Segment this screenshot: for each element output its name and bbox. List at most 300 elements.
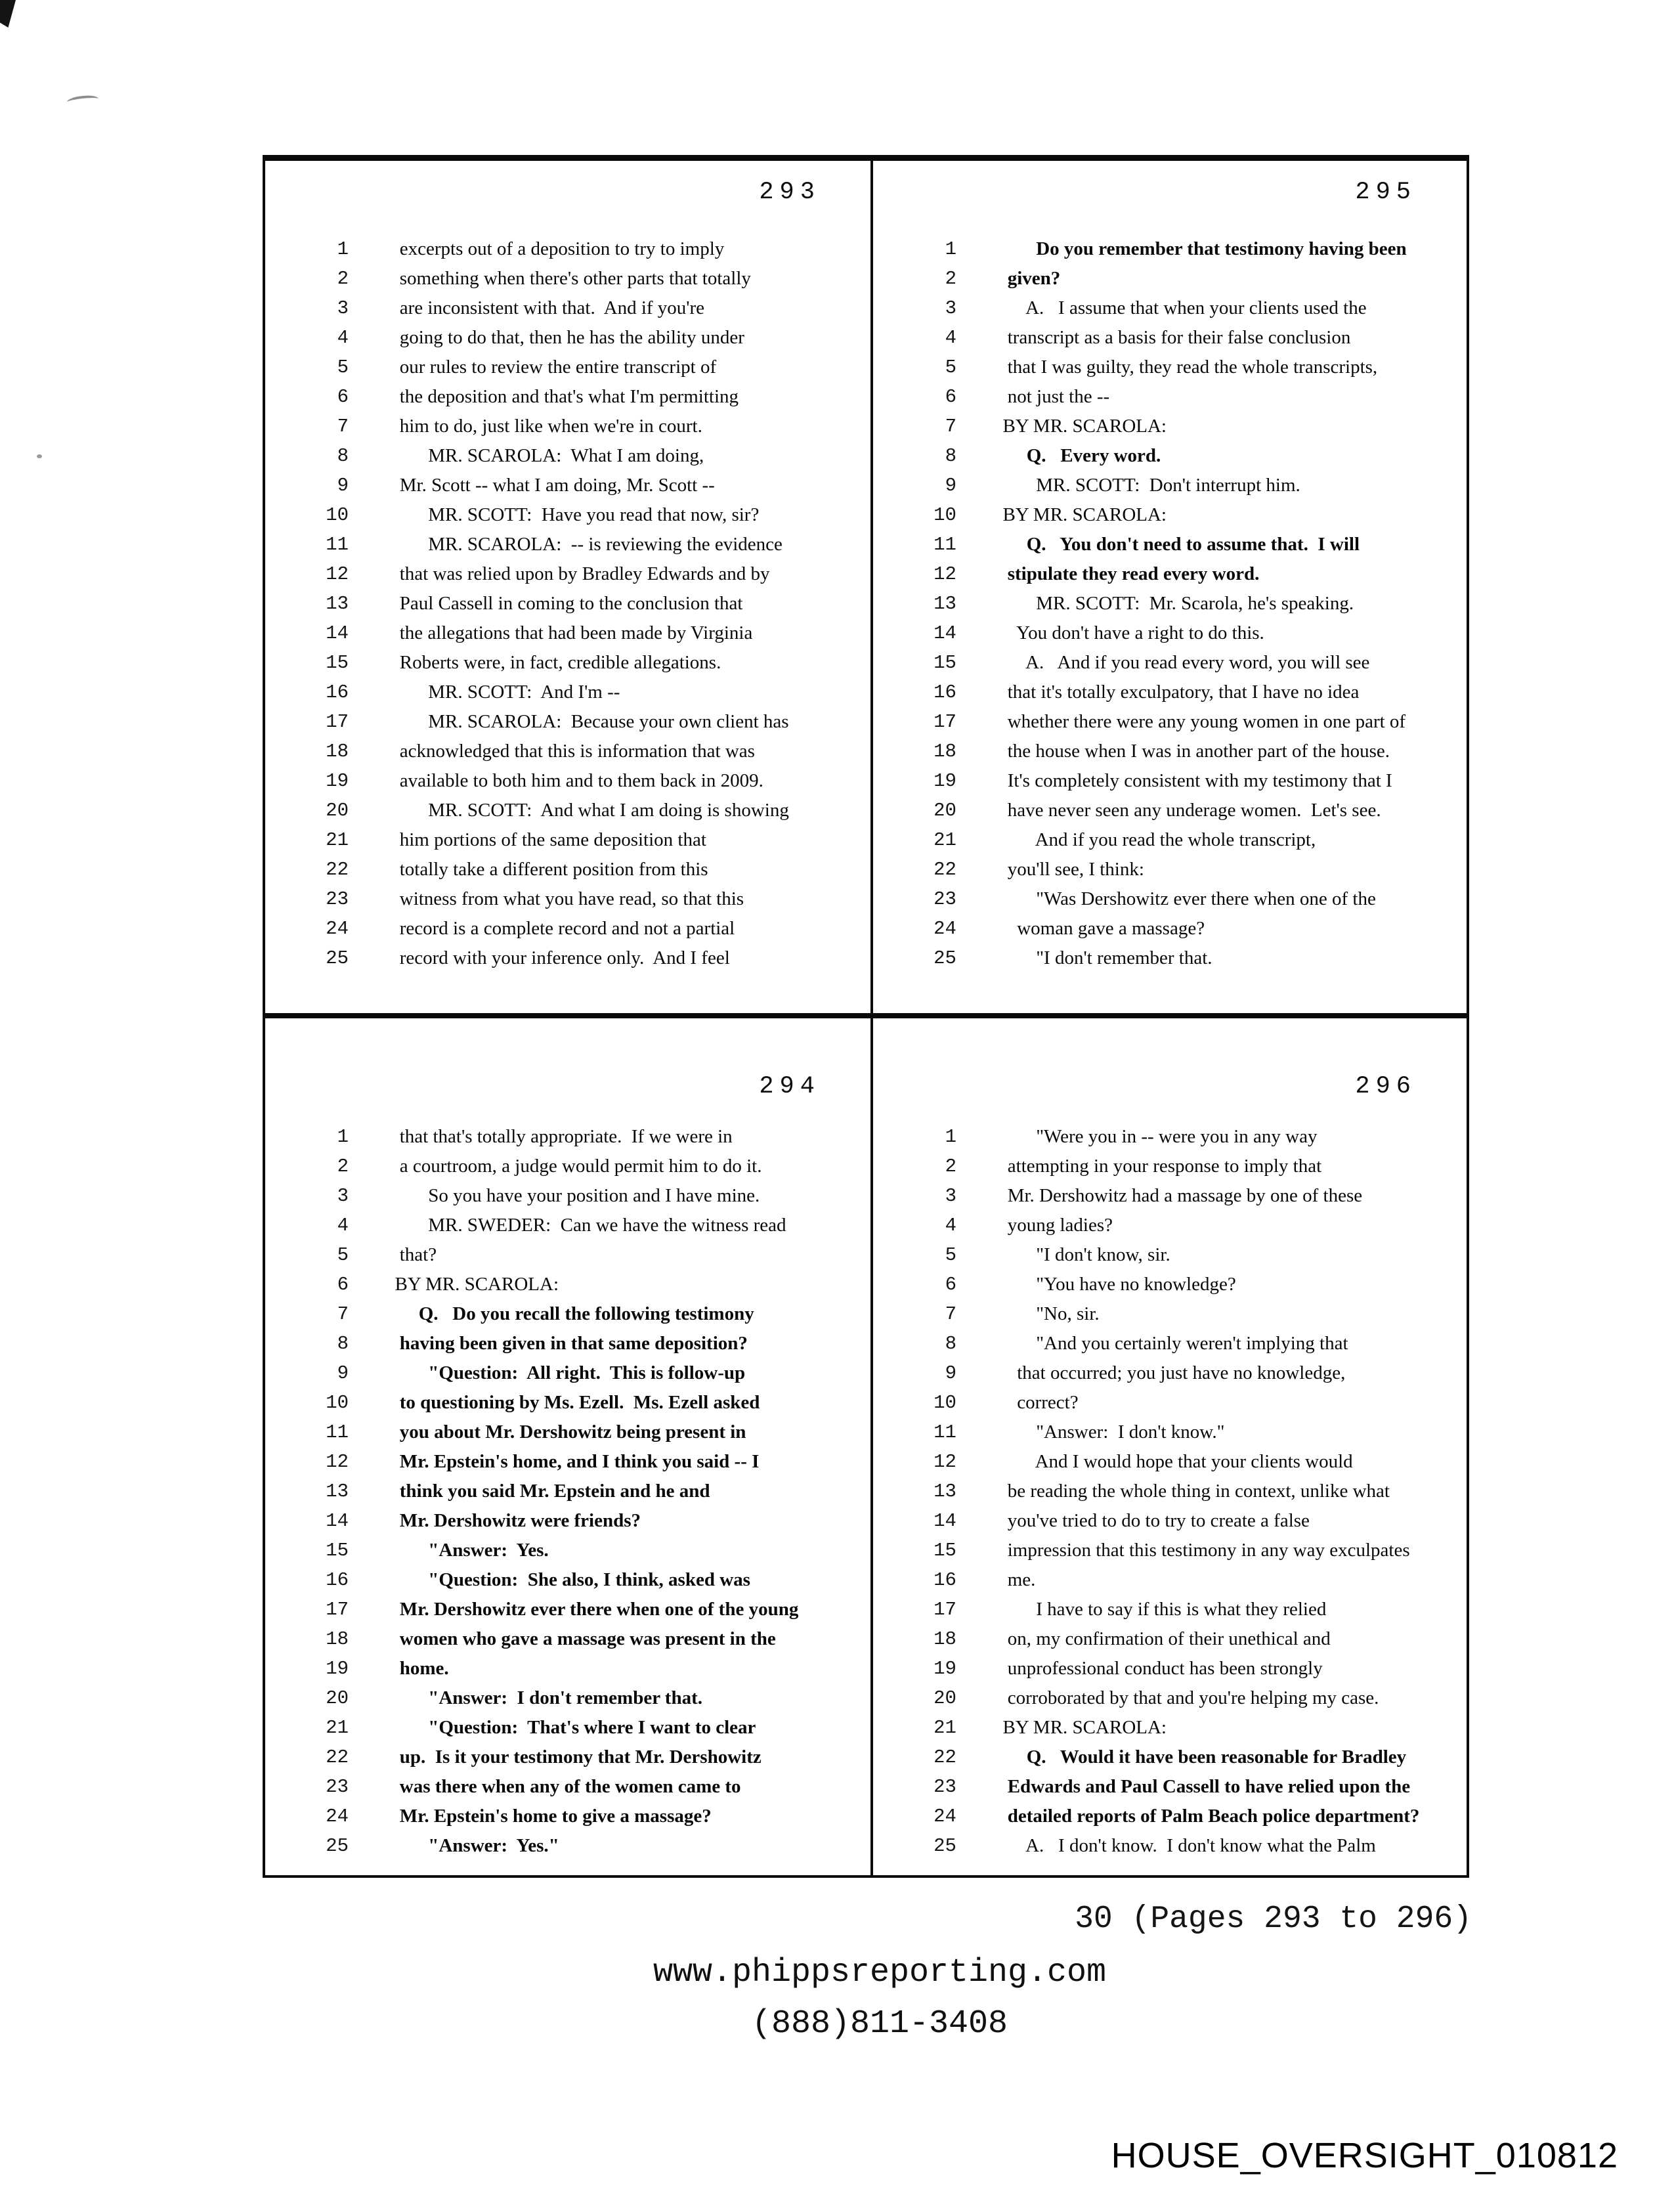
- transcript-line: [909, 559, 1461, 589]
- line-text: "Answer: I don't know.": [993, 1421, 1225, 1442]
- line-text: "Were you in -- were you in any way: [993, 1125, 1318, 1147]
- bates-stamp: HOUSE_OVERSIGHT_010812: [1111, 2136, 1618, 2175]
- line-number: 19: [934, 1657, 956, 1680]
- transcript-line: [909, 1270, 1461, 1299]
- transcript-line: [909, 737, 1461, 766]
- line-text: impression that this testimony in any way exculpates: [993, 1539, 1410, 1561]
- transcript-line: [301, 1477, 865, 1506]
- line-text: the deposition and that's what I'm permitting: [385, 386, 739, 407]
- transcript-line: [909, 323, 1461, 353]
- transcript-line: [909, 1683, 1461, 1713]
- line-number: 17: [326, 711, 349, 733]
- line-text: You don't have a right to do this.: [993, 622, 1264, 643]
- line-text: MR. SCOTT: Mr. Scarola, he's speaking.: [993, 593, 1354, 614]
- line-number: 15: [934, 1539, 956, 1561]
- transcript-line: [909, 796, 1461, 825]
- line-number: 18: [934, 1628, 956, 1650]
- line-number: 19: [326, 770, 349, 792]
- line-text: home.: [385, 1657, 449, 1679]
- line-text: that occurred; you just have no knowledge,: [993, 1362, 1346, 1383]
- line-number: 6: [337, 386, 349, 408]
- line-number: 21: [326, 829, 349, 851]
- line-number: 9: [337, 1362, 349, 1384]
- page-quadrant: [265, 161, 873, 1018]
- line-number: 16: [326, 1569, 349, 1591]
- transcript-line: [301, 471, 865, 500]
- transcript-line: [301, 1772, 865, 1802]
- line-number: 3: [337, 1184, 349, 1207]
- line-text: MR. SCAROLA: What I am doing,: [385, 445, 704, 466]
- line-number: 24: [326, 1805, 349, 1827]
- line-text: I have to say if this is what they relied: [993, 1598, 1327, 1620]
- transcript-lines: [301, 234, 865, 973]
- transcript-line: [909, 293, 1461, 323]
- line-number: 20: [934, 800, 956, 821]
- line-text: "Question: She also, I think, asked was: [385, 1569, 750, 1590]
- line-text: having been given in that same deposition?: [385, 1332, 748, 1354]
- transcript-line: [909, 471, 1461, 500]
- line-number: 18: [326, 741, 349, 762]
- line-text: that?: [385, 1244, 437, 1265]
- transcript-line: [301, 943, 865, 973]
- line-number: 25: [934, 1834, 956, 1857]
- line-number: 2: [945, 1155, 956, 1177]
- line-text: him portions of the same deposition that: [385, 829, 706, 850]
- line-number: 13: [934, 593, 956, 615]
- transcript-line: [909, 1743, 1461, 1772]
- reporter-website: www.phippsreporting.com: [653, 1954, 1107, 1991]
- line-text: witness from what you have read, so that this: [385, 888, 744, 909]
- line-number: 21: [934, 1716, 956, 1739]
- line-text: the allegations that had been made by Virginia: [385, 622, 753, 643]
- page-number: 294: [759, 1072, 821, 1100]
- line-text: record is a complete record and not a partial: [385, 918, 735, 939]
- line-number: 9: [337, 475, 349, 496]
- line-number: 6: [945, 386, 956, 408]
- line-number: 4: [945, 1214, 956, 1236]
- line-text: correct?: [993, 1391, 1079, 1413]
- transcript-line: [301, 441, 865, 471]
- line-number: 17: [934, 1598, 956, 1620]
- line-text: Q. Every word.: [993, 445, 1161, 466]
- transcript-line: [301, 1565, 865, 1595]
- line-text: Mr. Epstein's home, and I think you said -- I: [385, 1450, 760, 1472]
- line-text: MR. SCOTT: Have you read that now, sir?: [385, 504, 760, 525]
- line-text: "Answer: Yes.": [385, 1834, 559, 1856]
- transcript-line: [301, 293, 865, 323]
- transcript-lines: [301, 1122, 865, 1861]
- line-number: 1: [945, 238, 956, 260]
- transcript-line: [301, 1152, 865, 1181]
- line-number: 21: [934, 829, 956, 851]
- transcript-line: [301, 678, 865, 707]
- line-text: MR. SCAROLA: -- is reviewing the evidence: [385, 534, 783, 555]
- line-text: And if you read the whole transcript,: [993, 829, 1316, 850]
- line-text: "I don't know, sir.: [993, 1244, 1170, 1265]
- line-number: 19: [326, 1657, 349, 1680]
- line-number: 18: [326, 1628, 349, 1650]
- line-text: corroborated by that and you're helping my case.: [993, 1687, 1379, 1708]
- transcript-line: [301, 1299, 865, 1329]
- line-number: 8: [337, 445, 349, 467]
- footer-page-range: 30 (Pages 293 to 296): [1075, 1901, 1472, 1937]
- line-text: Mr. Dershowitz had a massage by one of these: [993, 1184, 1363, 1206]
- transcript-line: [301, 1802, 865, 1831]
- line-text: that that's totally appropriate. If we were in: [385, 1125, 733, 1147]
- transcript-line: [909, 618, 1461, 648]
- transcript-line: [301, 589, 865, 618]
- line-number: 3: [945, 1184, 956, 1207]
- line-text: whether there were any young women in one part of: [993, 711, 1406, 732]
- transcript-line: [909, 678, 1461, 707]
- scan-artifact-mark: [66, 95, 98, 107]
- line-number: 4: [337, 327, 349, 349]
- line-text: be reading the whole thing in context, unlike what: [993, 1480, 1390, 1502]
- line-number: 12: [326, 1450, 349, 1473]
- transcript-line: [301, 855, 865, 884]
- line-text: woman gave a massage?: [993, 918, 1205, 939]
- line-number: 24: [934, 918, 956, 940]
- line-number: 16: [934, 682, 956, 703]
- line-text: A. I assume that when your clients used the: [993, 297, 1367, 318]
- reporter-contact-block: [653, 1947, 1106, 2050]
- line-number: 25: [934, 947, 956, 969]
- line-number: 11: [934, 1421, 956, 1443]
- line-number: 7: [337, 416, 349, 437]
- transcript-line: [909, 1329, 1461, 1358]
- line-number: 15: [326, 1539, 349, 1561]
- line-text: transcript as a basis for their false conclusion: [993, 327, 1351, 348]
- transcript-line: [909, 1772, 1461, 1802]
- line-text: you've tried to do to try to create a false: [993, 1509, 1310, 1531]
- line-number: 13: [326, 1480, 349, 1502]
- transcript-line: [301, 1329, 865, 1358]
- line-number: 5: [337, 1244, 349, 1266]
- transcript-line: [909, 1388, 1461, 1418]
- transcript-line: [909, 1358, 1461, 1388]
- line-number: 21: [326, 1716, 349, 1739]
- line-number: 15: [934, 652, 956, 674]
- line-number: 4: [945, 327, 956, 349]
- line-number: 11: [326, 534, 349, 555]
- line-text: Mr. Dershowitz ever there when one of the young: [385, 1598, 799, 1620]
- transcript-line: [301, 1624, 865, 1654]
- transcript-line: [301, 707, 865, 737]
- page-number: 296: [1355, 1072, 1417, 1100]
- line-text: A. I don't know. I don't know what the Palm: [993, 1834, 1376, 1856]
- line-text: BY MR. SCAROLA:: [993, 1716, 1167, 1738]
- line-number: 20: [326, 1687, 349, 1709]
- line-number: 14: [326, 622, 349, 644]
- line-number: 24: [326, 918, 349, 940]
- line-text: have never seen any underage women. Let's see.: [993, 800, 1381, 821]
- transcript-line: [301, 766, 865, 796]
- transcript-line: [909, 648, 1461, 678]
- line-number: 14: [934, 1509, 956, 1532]
- line-text: "And you certainly weren't implying that: [993, 1332, 1348, 1354]
- line-text: "Answer: I don't remember that.: [385, 1687, 703, 1708]
- line-number: 15: [326, 652, 349, 674]
- line-text: Do you remember that testimony having been: [993, 238, 1407, 259]
- line-text: Mr. Dershowitz were friends?: [385, 1509, 641, 1531]
- line-number: 3: [337, 297, 349, 319]
- line-number: 9: [945, 1362, 956, 1384]
- line-text: "Question: That's where I want to clear: [385, 1716, 756, 1738]
- line-number: 12: [934, 1450, 956, 1473]
- line-number: 22: [934, 1746, 956, 1768]
- transcript-line: [301, 1743, 865, 1772]
- line-number: 23: [934, 1775, 956, 1798]
- transcript-line: [301, 264, 865, 293]
- transcript-line: [909, 441, 1461, 471]
- line-number: 5: [337, 357, 349, 378]
- line-text: that I was guilty, they read the whole transcripts,: [993, 357, 1378, 378]
- line-text: on, my confirmation of their unethical and: [993, 1628, 1331, 1649]
- line-text: And I would hope that your clients would: [993, 1450, 1353, 1472]
- line-number: 13: [326, 593, 349, 615]
- line-number: 8: [337, 1332, 349, 1355]
- line-number: 1: [337, 238, 349, 260]
- line-number: 17: [326, 1598, 349, 1620]
- transcript-line: [909, 1418, 1461, 1447]
- line-text: to questioning by Ms. Ezell. Ms. Ezell asked: [385, 1391, 760, 1413]
- transcript-line: [301, 825, 865, 855]
- line-text: BY MR. SCAROLA:: [993, 416, 1167, 437]
- transcript-line: [909, 855, 1461, 884]
- transcript-line: [301, 1358, 865, 1388]
- line-number: 1: [945, 1125, 956, 1148]
- line-number: 22: [326, 859, 349, 880]
- line-number: 14: [934, 622, 956, 644]
- line-text: women who gave a massage was present in the: [385, 1628, 776, 1649]
- line-number: 18: [934, 741, 956, 762]
- line-number: 7: [337, 1303, 349, 1325]
- transcript-line: [909, 1595, 1461, 1624]
- line-text: "I don't remember that.: [993, 947, 1213, 968]
- line-text: unprofessional conduct has been strongly: [993, 1657, 1323, 1679]
- transcript-line: [301, 530, 865, 559]
- line-number: 10: [934, 1391, 956, 1414]
- line-text: "Question: All right. This is follow-up: [385, 1362, 746, 1383]
- transcript-line: [909, 1447, 1461, 1477]
- line-number: 9: [945, 475, 956, 496]
- transcript-line: [301, 382, 865, 412]
- transcript-line: [301, 914, 865, 943]
- line-text: A. And if you read every word, you will see: [993, 652, 1370, 673]
- transcript-line: [301, 353, 865, 382]
- line-text: "Was Dershowitz ever there when one of the: [993, 888, 1376, 909]
- transcript-line: [909, 1831, 1461, 1861]
- line-text: me.: [993, 1569, 1036, 1590]
- line-text: "You have no knowledge?: [993, 1273, 1236, 1295]
- transcript-line: [909, 412, 1461, 441]
- line-number: 23: [326, 888, 349, 910]
- line-text: Q. You don't need to assume that. I will: [993, 534, 1360, 555]
- page-number: 295: [1355, 179, 1417, 206]
- transcript-line: [301, 1418, 865, 1447]
- line-number: 25: [326, 1834, 349, 1857]
- transcript-grid: [265, 161, 1467, 1875]
- line-text: MR. SCAROLA: Because your own client has: [385, 711, 789, 732]
- line-text: "No, sir.: [993, 1303, 1100, 1324]
- line-number: 13: [934, 1480, 956, 1502]
- line-number: 1: [337, 1125, 349, 1148]
- page-quadrant: [265, 1018, 873, 1876]
- line-text: detailed reports of Palm Beach police department?: [993, 1805, 1420, 1827]
- transcript-line: [301, 1388, 865, 1418]
- page-quadrant: [873, 1018, 1467, 1876]
- line-number: 5: [945, 1244, 956, 1266]
- line-text: Q. Do you recall the following testimony: [385, 1303, 754, 1324]
- page-number: 293: [759, 179, 821, 206]
- transcript-line: [301, 1506, 865, 1536]
- line-number: 22: [326, 1746, 349, 1768]
- line-text: MR. SCOTT: And what I am doing is showing: [385, 800, 789, 821]
- transcript-line: [301, 323, 865, 353]
- line-text: stipulate they read every word.: [993, 563, 1260, 584]
- line-text: Mr. Scott -- what I am doing, Mr. Scott --: [385, 475, 715, 496]
- transcript-line: [909, 1181, 1461, 1211]
- line-number: 24: [934, 1805, 956, 1827]
- transcript-line: [301, 1595, 865, 1624]
- line-text: "Answer: Yes.: [385, 1539, 549, 1561]
- scan-artifact-corner: [0, 0, 16, 28]
- line-number: 2: [337, 268, 349, 290]
- transcript-line: [909, 914, 1461, 943]
- transcript-line: [301, 1270, 865, 1299]
- transcript-line: [909, 382, 1461, 412]
- line-number: 17: [934, 711, 956, 733]
- line-number: 4: [337, 1214, 349, 1236]
- transcript-line: [909, 234, 1461, 264]
- transcript-line: [301, 1211, 865, 1240]
- line-number: 6: [337, 1273, 349, 1295]
- line-number: 7: [945, 1303, 956, 1325]
- transcript-line: [909, 1299, 1461, 1329]
- transcript-line: [909, 1536, 1461, 1565]
- line-text: our rules to review the entire transcript of: [385, 357, 717, 378]
- line-number: 5: [945, 357, 956, 378]
- line-text: you'll see, I think:: [993, 859, 1144, 880]
- transcript-line: [301, 884, 865, 914]
- line-text: totally take a different position from this: [385, 859, 708, 880]
- line-number: 20: [934, 1687, 956, 1709]
- line-text: think you said Mr. Epstein and he and: [385, 1480, 710, 1502]
- transcript-line: [909, 825, 1461, 855]
- line-text: record with your inference only. And I feel: [385, 947, 730, 968]
- page-quadrant: [873, 161, 1467, 1018]
- transcript-line: [909, 1654, 1461, 1683]
- line-number: 2: [945, 268, 956, 290]
- line-text: MR. SCOTT: Don't interrupt him.: [993, 475, 1300, 496]
- transcript-line: [301, 1240, 865, 1270]
- transcript-line: [909, 1211, 1461, 1240]
- line-number: 14: [326, 1509, 349, 1532]
- transcript-line: [301, 1181, 865, 1211]
- line-text: up. Is it your testimony that Mr. Dershowitz: [385, 1746, 762, 1767]
- line-text: a courtroom, a judge would permit him to do it.: [385, 1155, 762, 1177]
- reporter-phone: (888)811-3408: [751, 2005, 1008, 2043]
- transcript-line: [301, 1536, 865, 1565]
- transcript-line: [909, 766, 1461, 796]
- line-text: the house when I was in another part of the house.: [993, 741, 1390, 762]
- transcript-line: [301, 412, 865, 441]
- line-number: 23: [326, 1775, 349, 1798]
- line-text: going to do that, then he has the ability under: [385, 327, 744, 348]
- line-number: 23: [934, 888, 956, 910]
- line-text: MR. SCOTT: And I'm --: [385, 682, 620, 703]
- line-number: 20: [326, 800, 349, 821]
- line-number: 7: [945, 416, 956, 437]
- line-text: not just the --: [993, 386, 1110, 407]
- line-text: are inconsistent with that. And if you're: [385, 297, 705, 318]
- transcript-line: [909, 1713, 1461, 1743]
- line-text: Roberts were, in fact, credible allegations.: [385, 652, 721, 673]
- line-text: BY MR. SCAROLA:: [385, 1273, 559, 1295]
- line-text: that was relied upon by Bradley Edwards and by: [385, 563, 770, 584]
- line-text: Paul Cassell in coming to the conclusion that: [385, 593, 743, 614]
- transcript-line: [301, 1713, 865, 1743]
- transcript-line: [909, 1506, 1461, 1536]
- line-text: you about Mr. Dershowitz being present in: [385, 1421, 746, 1442]
- transcript-line: [909, 943, 1461, 973]
- transcript-line: [301, 648, 865, 678]
- transcript-line: [301, 796, 865, 825]
- line-number: 6: [945, 1273, 956, 1295]
- transcript-line: [909, 264, 1461, 293]
- transcript-line: [909, 1624, 1461, 1654]
- scan-artifact-speck: [37, 454, 42, 458]
- transcript-line: [301, 1447, 865, 1477]
- transcript-line: [909, 1565, 1461, 1595]
- transcript-line: [301, 618, 865, 648]
- line-number: 10: [326, 1391, 349, 1414]
- line-text: was there when any of the women came to: [385, 1775, 741, 1797]
- line-text: acknowledged that this is information that was: [385, 741, 755, 762]
- line-text: Q. Would it have been reasonable for Bradley: [993, 1746, 1407, 1767]
- transcript-lines: [909, 1122, 1461, 1861]
- line-text: It's completely consistent with my testimony that I: [993, 770, 1392, 791]
- transcript-line: [909, 589, 1461, 618]
- transcript-line: [909, 1152, 1461, 1181]
- line-text: excerpts out of a deposition to try to imply: [385, 238, 725, 259]
- transcript-line: [909, 707, 1461, 737]
- line-number: 12: [934, 563, 956, 585]
- line-text: something when there's other parts that totally: [385, 268, 751, 289]
- transcript-line: [301, 1654, 865, 1683]
- transcript-line: [909, 530, 1461, 559]
- line-number: 10: [326, 504, 349, 526]
- line-number: 8: [945, 1332, 956, 1355]
- line-text: So you have your position and I have mine.: [385, 1184, 760, 1206]
- line-number: 19: [934, 770, 956, 792]
- line-text: that it's totally exculpatory, that I have no idea: [993, 682, 1360, 703]
- line-number: 16: [326, 682, 349, 703]
- transcript-line: [909, 1802, 1461, 1831]
- transcript-border-box: [263, 155, 1469, 1878]
- transcript-line: [909, 1477, 1461, 1506]
- line-number: 22: [934, 859, 956, 880]
- transcript-lines: [909, 234, 1461, 973]
- transcript-line: [301, 1683, 865, 1713]
- line-number: 8: [945, 445, 956, 467]
- transcript-line: [909, 884, 1461, 914]
- transcript-line: [301, 234, 865, 264]
- line-number: 25: [326, 947, 349, 969]
- transcript-line: [909, 500, 1461, 530]
- line-number: 3: [945, 297, 956, 319]
- transcript-line: [301, 559, 865, 589]
